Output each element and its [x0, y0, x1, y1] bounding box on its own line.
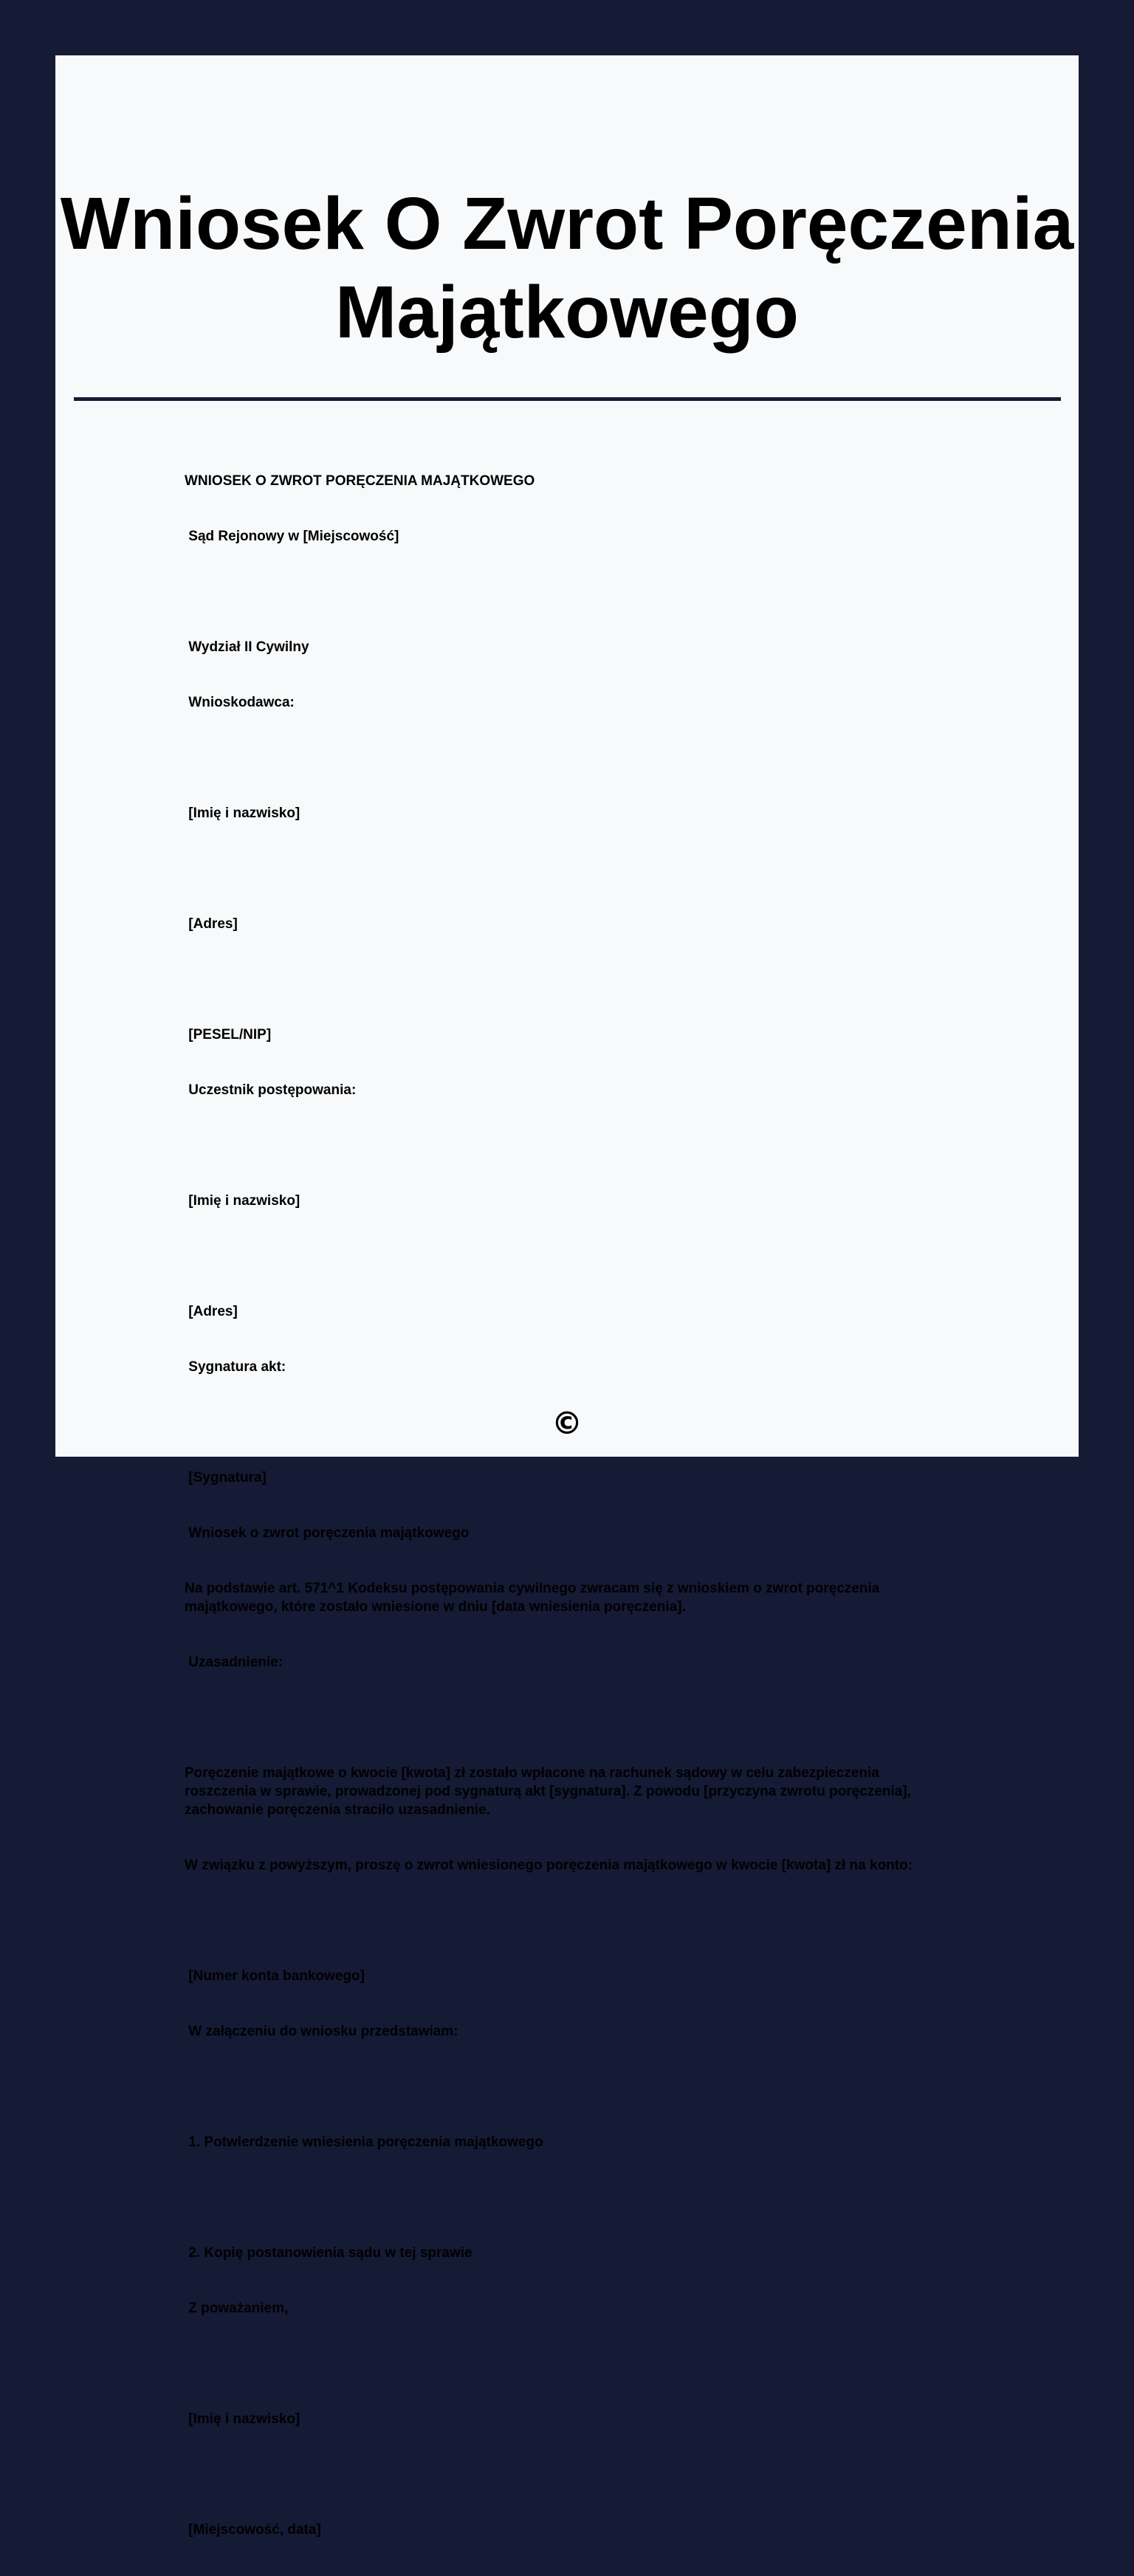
- attachments-label: W załączeniu do wniosku przedstawiam:: [185, 2024, 458, 2039]
- court-division: Wydział II Cywilny: [185, 639, 309, 655]
- participant-name: [Imię i nazwisko]: [185, 1193, 300, 1209]
- blank-line: [185, 1912, 924, 1930]
- blank-line: [185, 970, 924, 989]
- document-page: [55, 55, 1079, 2538]
- signature-place-date: [Miejscowość, data]: [185, 2522, 321, 2538]
- document-heading: WNIOSEK O ZWROT PORĘCZENIA MAJĄTKOWEGO: [185, 473, 535, 489]
- blank-line: [185, 2355, 924, 2373]
- participant-address: [Adres]: [185, 1304, 238, 1319]
- blank-line: [185, 1708, 924, 1727]
- blank-line: [185, 2078, 924, 2096]
- justification-label: Uzasadnienie:: [185, 1655, 284, 1670]
- signature-name: [Imię i nazwisko]: [185, 2411, 300, 2427]
- case-number: [Sygnatura]: [185, 1470, 267, 1486]
- blank-line: [185, 2188, 924, 2207]
- court-name: Sąd Rejonowy w [Miejscowość]: [185, 529, 399, 544]
- applicant-label: Wnioskodawca:: [185, 695, 295, 710]
- request-paragraph: Na podstawie art. 571^1 Kodeksu postępowania cywilnego zwracam się z wnioskiem o zwrot poręczenia majątkowego, które zostało wniesione w dniu [data wniesienia poręczenia].: [185, 1581, 884, 1615]
- blank-line: [185, 2465, 924, 2484]
- title-divider: [74, 397, 1061, 401]
- applicant-pesel-nip: [PESEL/NIP]: [185, 1027, 272, 1043]
- participant-label: Uczestnik postępowania:: [185, 1082, 357, 1098]
- case-number-label: Sygnatura akt:: [185, 1359, 286, 1375]
- justification-paragraph: Poręczenie majątkowe o kwocie [kwota] zł zostało wpłacone na rachunek sądowy w celu zabezpieczenia roszczenia w sprawie, prowadzonej pod sygnaturą akt [sygnatura]. Z powodu [przyczyna zwrotu poręczenia], zachowanie poręczenia straciło uzasadnienie.: [185, 1765, 915, 1818]
- request-subject: Wniosek o zwrot poręczenia majątkowego: [185, 1525, 470, 1541]
- applicant-address: [Adres]: [185, 916, 238, 932]
- attachment-item-1: 1. Potwierdzenie wniesienia poręczenia majątkowego: [185, 2134, 543, 2150]
- applicant-name: [Imię i nazwisko]: [185, 806, 300, 821]
- refund-request-paragraph: W związku z powyższym, proszę o zwrot wniesionego poręczenia majątkowego w kwocie [kwota] zł na konto:: [185, 1858, 913, 1873]
- bank-account-number: [Numer konta bankowego]: [185, 1968, 365, 1984]
- blank-line: [185, 749, 924, 767]
- closing-salutation: Z poważaniem,: [185, 2301, 289, 2316]
- blank-line: [185, 1247, 924, 1265]
- blank-line: [185, 859, 924, 878]
- blank-line: [185, 583, 924, 601]
- document-body: [185, 435, 924, 2576]
- blank-line: [185, 1136, 924, 1155]
- page-title: Wniosek O Zwrot Poręczenia Majątkowego: [60, 182, 1074, 354]
- attachment-item-2: 2. Kopię postanowienia sądu w tej sprawie: [185, 2245, 472, 2261]
- copyright-icon: ©: [551, 1405, 583, 1441]
